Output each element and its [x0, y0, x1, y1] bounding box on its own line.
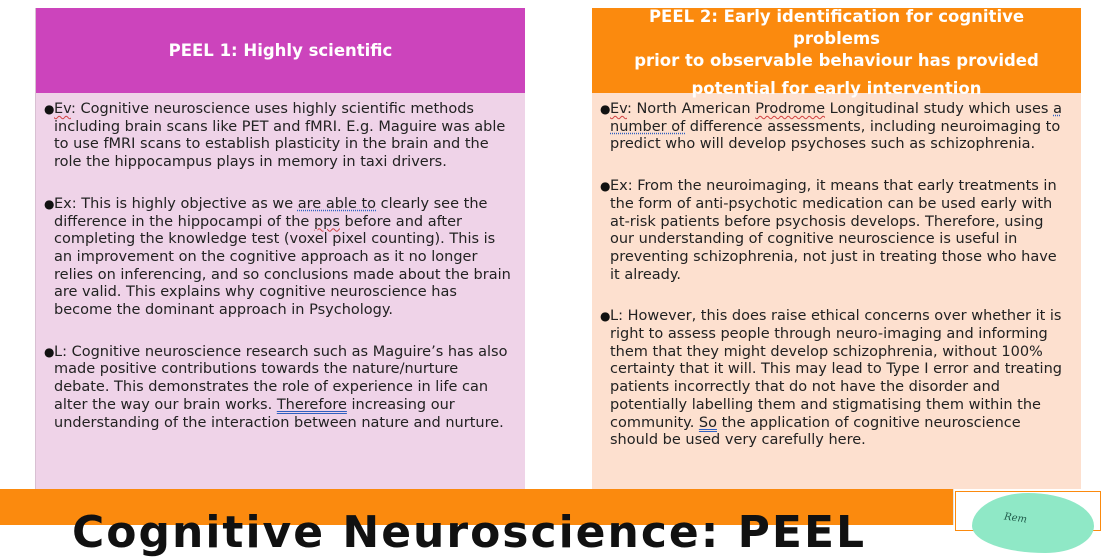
grammar-mark[interactable]: Therefore [276, 396, 347, 413]
peel1-body [36, 93, 525, 432]
bullet-icon: ● [44, 344, 55, 359]
peel1-panel [35, 8, 525, 492]
bullet-icon: ● [600, 102, 611, 116]
peel2-link: ● L: However, this does raise ethical concerns over whether it is right to assess people through neuro-imaging and informing them that they might develop schizophrenia, without 100% certainty that it will. This may lead to Type I error and treating patients incorrectly that do not have the disorder and potentially labelling them and stigmatising them within the community. So the application of cognitive neuroscience should be used very carefully here. [600, 308, 1062, 449]
peel1-link: ● L: Cognitive neuroscience research such as Maguire’s has also made positive contributions towards the nature/nurture debate. This demonstrates the role of experience in life can alter the way our brain works. Therefore increasing our understanding of the interaction between nature and nurture. [44, 343, 508, 431]
spelling-mark[interactable]: pps [313, 213, 340, 230]
peel2-panel [592, 8, 1081, 492]
footer-title: Cognitive Neuroscience: PEEL [72, 507, 867, 558]
peel2-title: PEEL 2: Early identification for cognitive problems prior to observable behaviour has provided potential for early intervention [634, 6, 1039, 98]
peel2-explain: ● Ex: From the neuroimaging, it means that early treatments in the form of anti-psychotic medication can be used early with at-risk patients before psychosis develops. Therefore, using our understanding of cognitive neuroscience is useful in preventing schizophrenia, not just in treating those who have it already. [600, 178, 1057, 283]
peel1-title: PEEL 1: Highly scientific [168, 41, 393, 60]
bullet-icon: ● [44, 102, 55, 116]
spelling-mark[interactable]: Ev [54, 101, 71, 117]
peel2-header [592, 6, 1081, 98]
peel2-evidence: ● Ev: North American Prodrome Longitudinal study which uses a number of difference assessments, including neuroimaging to predict who will develop psychoses such as schizophrenia. [600, 101, 1062, 153]
spelling-mark[interactable]: Prodrome [755, 101, 826, 117]
grammar-mark[interactable]: So [698, 414, 717, 431]
footer-bar [0, 489, 953, 558]
peel2-body [592, 93, 1081, 450]
bullet-icon: ● [600, 309, 611, 324]
sticker-area [953, 489, 1103, 525]
grammar-mark[interactable]: a number of [610, 101, 1062, 135]
bullet-icon: ● [600, 179, 611, 194]
peel1-explain: ● Ex: This is highly objective as we are able to clearly see the difference in the hippocampi of the pps before and after completing the knowledge test (voxel pixel counting). This is an improvement on the cognitive approach as it no longer relies on inferencing, and so conclusions made about the brain are valid. This explains why cognitive neuroscience has become the dominant approach in Psychology. [44, 195, 511, 319]
bullet-icon: ● [44, 196, 55, 211]
peel1-header [36, 8, 525, 93]
sticker-text: Rem [1003, 511, 1028, 526]
peel1-evidence: ● Ev: Cognitive neuroscience uses highly scientific methods including brain scans like PET and fMRI. E.g. Maguire was able to use fMRI scans to establish plasticity in the brain and the role the hippocampus plays in memory in taxi drivers. [44, 101, 506, 171]
spelling-mark[interactable]: Ev [610, 101, 627, 117]
grammar-mark[interactable]: are able to [297, 195, 377, 212]
